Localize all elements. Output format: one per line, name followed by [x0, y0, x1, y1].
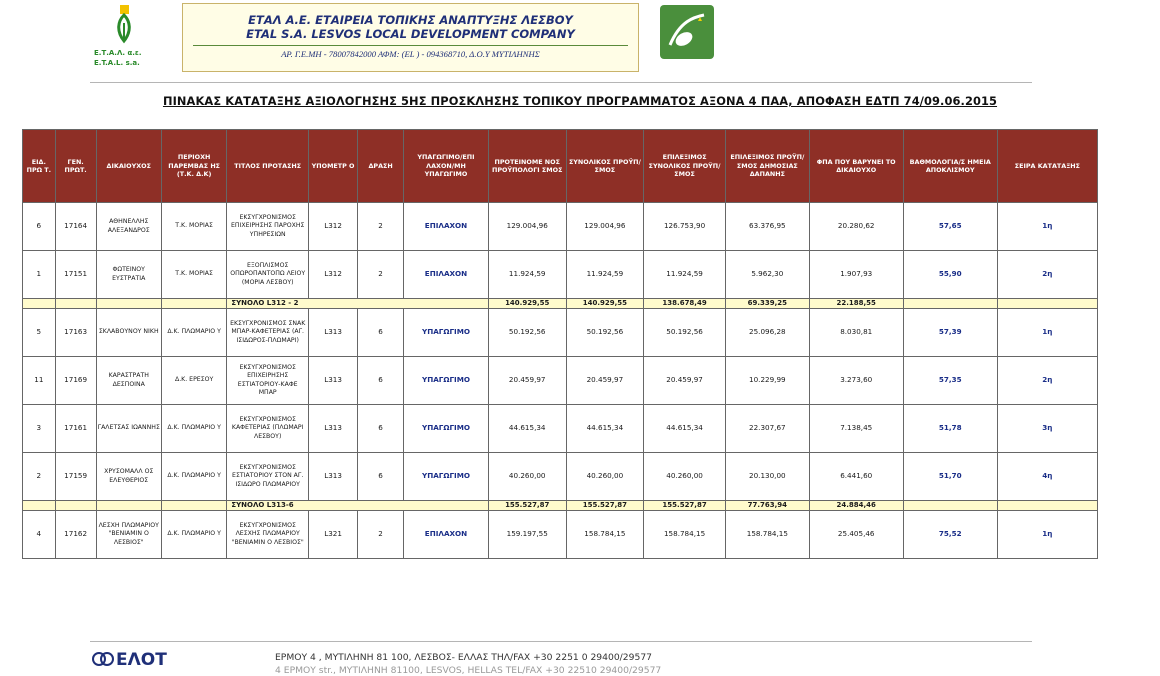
footer-address-greek: ΕΡΜΟΥ 4 , ΜΥΤΙΛΗΝΗ 81 100, ΛΕΣΒΟΣ- ΕΛΛΑΣ ΤΗΛ/FAX +30 2251 0 29400/29577	[275, 652, 653, 663]
certification-icon	[92, 652, 114, 666]
empty-cell	[997, 501, 1097, 511]
table-cell: 2	[358, 203, 404, 251]
table-cell: ΕΠΙΛΑΧΟΝ	[404, 251, 489, 299]
company-name-english: ETAL S.A. LESVOS LOCAL DEVELOPMENT COMPANY	[246, 27, 575, 41]
document-title: ΠΙΝΑΚΑΣ ΚΑΤΑΤΑΞΗΣ ΑΞΙΟΛΟΓΗΣΗΣ 5ΗΣ ΠΡΟΣΚΛΗΣΗΣ ΤΟΠΙΚΟΥ ΠΡΟΓΡΑΜΜΑΤΟΣ ΑΞΟΝΑ 4 ΠΑΑ, ΑΠΟΦΑΣΗ ΕΔΤΠ 74/09.06.2015	[162, 94, 998, 108]
table-cell: Τ.Κ. ΜΟΡΙΑΣ	[161, 203, 226, 251]
column-header: ΣΥΝΟΛΙΚΟΣ ΠΡΟΫΠ/ΣΜΟΣ	[566, 130, 644, 203]
empty-cell	[903, 501, 997, 511]
empty-cell	[997, 299, 1097, 309]
empty-cell	[55, 299, 96, 309]
column-header: ΦΠΑ ΠΟΥ ΒΑΡΥΝΕΙ ΤΟ ΔΙΚΑΙΟΥΧΟ	[809, 130, 903, 203]
subtotal-value: 22.188,55	[809, 299, 903, 309]
table-cell: 25.096,28	[725, 309, 809, 357]
table-cell: 3.273,60	[809, 357, 903, 405]
subtotal-row	[23, 299, 1098, 309]
etal-logo-icon	[108, 3, 142, 45]
subtotal-row	[23, 501, 1098, 511]
table-cell: 40.260,00	[488, 453, 566, 501]
table-cell: 44.615,34	[644, 405, 726, 453]
table-cell: L313	[309, 453, 358, 501]
table-cell: L313	[309, 357, 358, 405]
column-header: ΠΡΟΤΕΙΝΟΜΕ ΝΟΣ ΠΡΟΫΠΟΛΟΓΙ ΣΜΟΣ	[488, 130, 566, 203]
empty-cell	[903, 299, 997, 309]
subtotal-value: 77.763,94	[725, 501, 809, 511]
ranking-table	[22, 129, 1098, 559]
company-divider	[193, 45, 628, 46]
subtotal-value: 24.884,46	[809, 501, 903, 511]
company-registration: ΑΡ. Γ.Ε.ΜΗ - 78007842000 ΑΦΜ: (EL ) - 094368710, Δ.Ο.Υ ΜΥΤΙΛΗΝΗΣ	[281, 49, 540, 59]
table-cell: 44.615,34	[566, 405, 644, 453]
table-row	[23, 251, 1098, 299]
table-cell: Δ.Κ. ΠΛΩΜΑΡΙΟ Υ	[161, 309, 226, 357]
table-cell: 1η	[997, 511, 1097, 559]
table-cell: 20.459,97	[488, 357, 566, 405]
table-cell: 57,35	[903, 357, 997, 405]
table-cell: 17159	[55, 453, 96, 501]
table-cell: 1	[23, 251, 56, 299]
table-header-row	[23, 130, 1098, 203]
subtotal-value: 69.339,25	[725, 299, 809, 309]
table-cell: 50.192,56	[488, 309, 566, 357]
table-cell: 6.441,60	[809, 453, 903, 501]
table-cell: 129.004,96	[488, 203, 566, 251]
empty-cell	[23, 501, 56, 511]
table-cell: 158.784,15	[566, 511, 644, 559]
header-divider	[90, 82, 1032, 83]
table-cell: 3η	[997, 405, 1097, 453]
column-header: ΥΠΟΜΕΤΡ Ο	[309, 130, 358, 203]
table-cell: ΕΚΣΥΓΧΡΟΝΙΣΜΟΣ ΕΣΤΙΑΤΟΡΙΟΥ ΣΤΟΝ ΑΓ. ΙΣΙΔΩΡΟ ΠΛΩΜΑΡΙΟΥ	[227, 453, 309, 501]
column-header: ΤΙΤΛΟΣ ΠΡΟΤΑΣΗΣ	[227, 130, 309, 203]
table-cell: 2η	[997, 251, 1097, 299]
subtotal-value: 140.929,55	[488, 299, 566, 309]
table-cell: 51,78	[903, 405, 997, 453]
table-cell: 11.924,59	[644, 251, 726, 299]
table-row	[23, 309, 1098, 357]
table-cell: 3	[23, 405, 56, 453]
table-cell: 11.924,59	[566, 251, 644, 299]
table-cell: Δ.Κ. ΠΛΩΜΑΡΙΟ Υ	[161, 405, 226, 453]
table-cell: 17161	[55, 405, 96, 453]
table-cell: ΓΑΛΕΤΣΑΣ ΙΩΑΝΝΗΣ	[96, 405, 161, 453]
table-cell: L321	[309, 511, 358, 559]
table-cell: 1.907,93	[809, 251, 903, 299]
table-cell: 17162	[55, 511, 96, 559]
table-row	[23, 203, 1098, 251]
leader-logo	[658, 3, 718, 63]
table-cell: 2	[358, 251, 404, 299]
table-cell: 129.004,96	[566, 203, 644, 251]
table-cell: Δ.Κ. ΕΡΕΣΟΥ	[161, 357, 226, 405]
table-cell: 40.260,00	[644, 453, 726, 501]
table-cell: 2η	[997, 357, 1097, 405]
table-cell: 4	[23, 511, 56, 559]
table-cell: 1η	[997, 203, 1097, 251]
table-cell: 4η	[997, 453, 1097, 501]
table-cell: 20.459,97	[566, 357, 644, 405]
table-cell: 51,70	[903, 453, 997, 501]
table-cell: 1η	[997, 309, 1097, 357]
empty-cell	[161, 299, 226, 309]
footer-divider	[90, 641, 1032, 642]
table-cell: L312	[309, 203, 358, 251]
table-row	[23, 357, 1098, 405]
column-header: ΠΕΡΙΟΧΗ ΠΑΡΕΜΒΑΣ ΗΣ (Τ.Κ. Δ.Κ)	[161, 130, 226, 203]
table-cell: 17163	[55, 309, 96, 357]
table-cell: 158.784,15	[644, 511, 726, 559]
footer-address-english: 4 ΕΡΜΟΥ str., ΜΥΤΙΛΗΝΗ 81100, LESVOS, HELLAS TEL/FAX +30 22510 29400/29577	[275, 665, 662, 676]
table-cell: 126.753,90	[644, 203, 726, 251]
table-cell: 55,90	[903, 251, 997, 299]
table-cell: 75,52	[903, 511, 997, 559]
table-cell: 5	[23, 309, 56, 357]
column-header: ΒΑΘΜΟΛΟΓΙΑ/Σ ΗΜΕΙΑ ΑΠΟΚΛΙΣΜΟΥ	[903, 130, 997, 203]
column-header: ΔΙΚΑΙΟΥΧΟΣ	[96, 130, 161, 203]
table-cell: ΧΡΥΣΟΜΑΛΛ ΟΣ ΕΛΕΥΘΕΡΙΟΣ	[96, 453, 161, 501]
table-cell: Δ.Κ. ΠΛΩΜΑΡΙΟ Υ	[161, 453, 226, 501]
column-header: ΕΙΔ. ΠΡΩ Τ.	[23, 130, 56, 203]
company-name-greek: ΕΤΑΛ Α.Ε. ΕΤΑΙΡΕΙΑ ΤΟΠΙΚΗΣ ΑΝΑΠΤΥΞΗΣ ΛΕΣΒΟΥ	[248, 13, 573, 27]
table-cell: ΕΠΙΛΑΧΟΝ	[404, 511, 489, 559]
subtotal-value: 155.527,87	[566, 501, 644, 511]
leader-emblem-icon	[658, 3, 716, 61]
table-cell: 11	[23, 357, 56, 405]
table-cell: ΕΚΣΥΓΧΡΟΝΙΣΜΟΣ ΕΠΙΧΕΙΡΗΣΗΣ ΠΑΡΟΧΗΣ ΥΠΗΡΕΣΙΩΝ	[227, 203, 309, 251]
table-cell: ΕΠΙΛΑΧΟΝ	[404, 203, 489, 251]
table-cell: 2	[358, 511, 404, 559]
subtotal-value: 138.678,49	[644, 299, 726, 309]
table-cell: 6	[358, 357, 404, 405]
table-cell: 7.138,45	[809, 405, 903, 453]
subtotal-label: ΣΥΝΟΛΟ L312 - 2	[227, 299, 489, 309]
table-cell: Τ.Κ. ΜΟΡΙΑΣ	[161, 251, 226, 299]
subtotal-value: 140.929,55	[566, 299, 644, 309]
table-cell: ΕΚΣΥΓΧΡΟΝΙΣΜΟΣ ΣΝΑΚ ΜΠΑΡ-ΚΑΦΕΤΕΡΙΑΣ (ΑΓ. ΙΣΙΔΩΡΟΣ-ΠΛΩΜΑΡΙ)	[227, 309, 309, 357]
table-cell: 44.615,34	[488, 405, 566, 453]
table-cell: 6	[358, 309, 404, 357]
empty-cell	[23, 299, 56, 309]
subtotal-value: 155.527,87	[644, 501, 726, 511]
table-cell: ΕΞΟΠΛΙΣΜΟΣ ΟΠΩΡΟΠΑΝΤΟΠΩ ΛΕΙΟΥ (ΜΟΡΙΑ ΛΕΣΒΟΥ)	[227, 251, 309, 299]
table-cell: 5.962,30	[725, 251, 809, 299]
table-cell: L313	[309, 405, 358, 453]
empty-cell	[96, 299, 161, 309]
table-cell: L312	[309, 251, 358, 299]
table-cell: 17164	[55, 203, 96, 251]
table-cell: 159.197,55	[488, 511, 566, 559]
table-cell: ΣΚΛΑΒΟΥΝΟΥ ΝΙΚΗ	[96, 309, 161, 357]
table-cell: ΥΠΑΓΩΓΙΜΟ	[404, 309, 489, 357]
table-row	[23, 405, 1098, 453]
logo-text-latin: E.T.A.L. s.a.	[94, 59, 140, 67]
table-cell: L313	[309, 309, 358, 357]
column-header: ΕΠΙΛΕΞΙΜΟΣ ΠΡΟΫΠ/ΣΜΟΣ ΔΗΜΟΣΙΑΣ ΔΑΠΑΝΗΣ	[725, 130, 809, 203]
logo-text-greek: Ε.Τ.Α.Λ. α.ε.	[94, 49, 142, 57]
table-cell: 8.030,81	[809, 309, 903, 357]
column-header: ΕΠΙΛΕΞΙΜΟΣ ΣΥΝΟΛΙΚΟΣ ΠΡΟΫΠ/ΣΜΟΣ	[644, 130, 726, 203]
etal-logo	[90, 3, 160, 73]
table-cell: ΥΠΑΓΩΓΙΜΟ	[404, 453, 489, 501]
empty-cell	[96, 501, 161, 511]
empty-cell	[161, 501, 226, 511]
table-cell: ΦΩΤΕΙΝΟΥ ΕΥΣΤΡΑΤΙΑ	[96, 251, 161, 299]
empty-cell	[55, 501, 96, 511]
table-cell: ΑΘΗΝΕΛΛΗΣ ΑΛΕΞΑΝΔΡΟΣ	[96, 203, 161, 251]
table-cell: 6	[358, 453, 404, 501]
table-cell: 11.924,59	[488, 251, 566, 299]
table-cell: ΕΚΣΥΓΧΡΟΝΙΣΜΟΣ ΕΠΙΧΕΙΡΗΣΗΣ ΕΣΤΙΑΤΟΡΙΟΥ-ΚΑΦΕ ΜΠΑΡ	[227, 357, 309, 405]
table-cell: ΛΕΣΧΗ ΠΛΩΜΑΡΙΟΥ "ΒΕΝΙΑΜΙΝ Ο ΛΕΣΒΙΟΣ"	[96, 511, 161, 559]
subtotal-value: 155.527,87	[488, 501, 566, 511]
table-cell: 6	[23, 203, 56, 251]
table-cell: 57,39	[903, 309, 997, 357]
table-cell: 50.192,56	[566, 309, 644, 357]
table-cell: Δ.Κ. ΠΛΩΜΑΡΙΟ Υ	[161, 511, 226, 559]
table-cell: ΕΚΣΥΓΧΡΟΝΙΣΜΟΣ ΚΑΦΕΤΕΡΙΑΣ (ΠΛΩΜΑΡΙ ΛΕΣΒΟΥ)	[227, 405, 309, 453]
company-header	[182, 3, 639, 72]
column-header: ΥΠΑΓΩΓΙΜΟ/ΕΠΙ ΛΑΧΟΝ/ΜΗ ΥΠΑΓΩΓΙΜΟ	[404, 130, 489, 203]
elot-label: ΕΛΟΤ	[116, 650, 167, 670]
table-cell: 2	[23, 453, 56, 501]
column-header: ΣΕΙΡΑ ΚΑΤΑΤΑΞΗΣ	[997, 130, 1097, 203]
table-cell: 50.192,56	[644, 309, 726, 357]
table-cell: 158.784,15	[725, 511, 809, 559]
table-cell: 17151	[55, 251, 96, 299]
table-cell: 25.405,46	[809, 511, 903, 559]
table-cell: 6	[358, 405, 404, 453]
table-cell: 20.459,97	[644, 357, 726, 405]
table-cell: 22.307,67	[725, 405, 809, 453]
table-cell: 20.130,00	[725, 453, 809, 501]
table-cell: 20.280,62	[809, 203, 903, 251]
subtotal-label: ΣΥΝΟΛΟ L313-6	[227, 501, 489, 511]
table-cell: ΚΑΡΑΣΤΡΑΤΗ ΔΕΣΠΟΙΝΑ	[96, 357, 161, 405]
table-cell: ΕΚΣΥΓΧΡΟΝΙΣΜΟΣ ΛΕΣΧΗΣ ΠΛΩΜΑΡΙΟΥ "ΒΕΝΙΑΜΙΝ Ο ΛΕΣΒΙΟΣ"	[227, 511, 309, 559]
table-cell: 10.229,99	[725, 357, 809, 405]
table-row	[23, 453, 1098, 501]
column-header: ΓΕΝ. ΠΡΩΤ.	[55, 130, 96, 203]
column-header: ΔΡΑΣΗ	[358, 130, 404, 203]
table-body	[23, 203, 1098, 559]
elot-certification-logo	[92, 650, 272, 670]
table-row	[23, 511, 1098, 559]
table-cell: 63.376,95	[725, 203, 809, 251]
table-cell: 57,65	[903, 203, 997, 251]
table-cell: 40.260,00	[566, 453, 644, 501]
table-cell: ΥΠΑΓΩΓΙΜΟ	[404, 357, 489, 405]
table-cell: 17169	[55, 357, 96, 405]
table-cell: ΥΠΑΓΩΓΙΜΟ	[404, 405, 489, 453]
